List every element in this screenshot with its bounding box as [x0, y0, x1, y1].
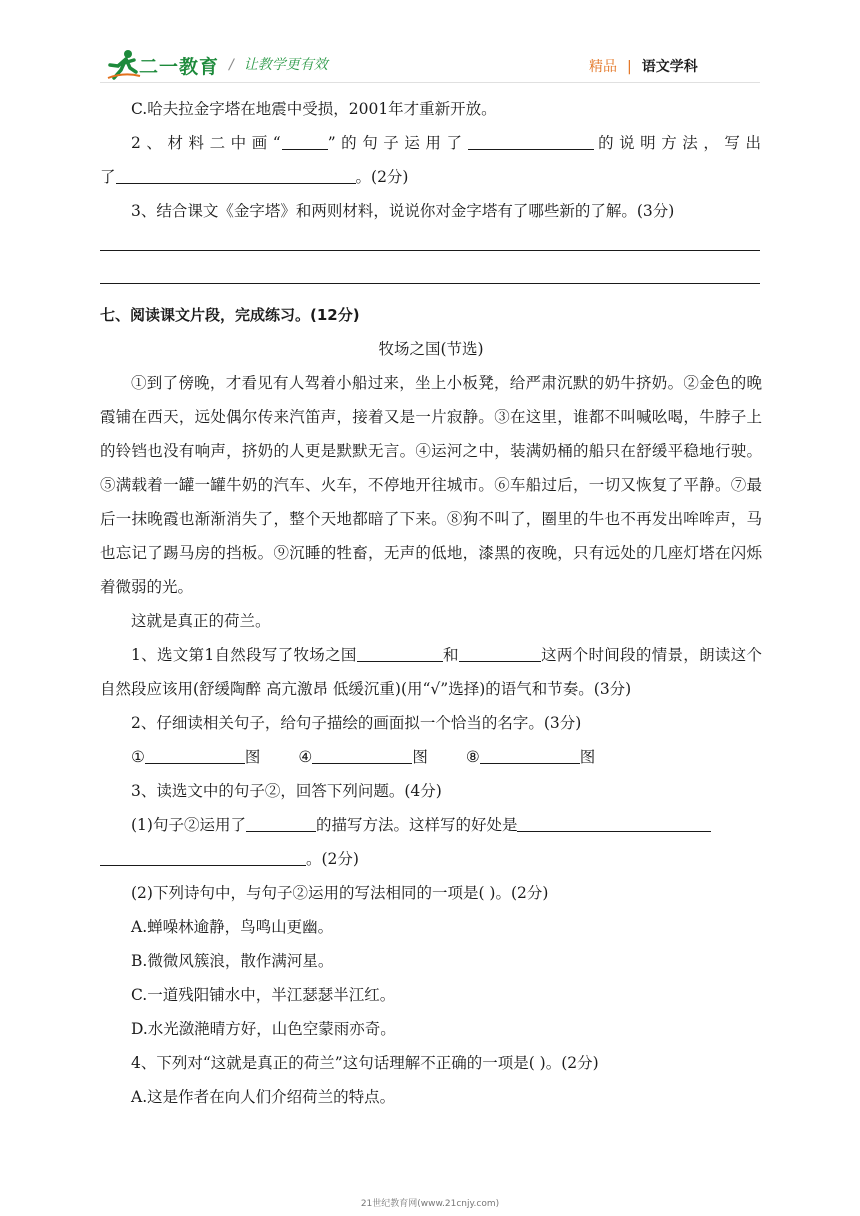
worksheet-body [100, 92, 762, 1114]
question-4-option-a: A.这是作者在向人们介绍荷兰的特点。 [131, 1088, 396, 1106]
section-7-heading: 七、阅读课文片段，完成练习。(12分) [100, 306, 360, 324]
answer-blank[interactable] [145, 745, 245, 764]
s1-text-b: 的描写方法。这样写的好处是 [315, 816, 518, 834]
picture-name-blanks [100, 740, 762, 774]
answer-blank[interactable] [312, 745, 412, 764]
s1-text-c: 。(2分) [306, 850, 359, 868]
answer-blank[interactable] [246, 813, 316, 832]
label-4: ④ [298, 748, 313, 766]
label-tu: 图 [244, 748, 261, 766]
passage-paragraph: ①到了傍晚，才看见有人驾着小船过来，坐上小板凳，给严肃沉默的奶牛挤奶。②金色的晚霞铺在西天，远处偶尔传来汽笛声，接着又是一片寂静。③在这里，谁都不叫喊吆喝，牛脖子上的铃铛也没有响声，挤奶的人更是默默无言。④运河之中，装满奶桶的船只在舒缓平稳地行驶。⑤满载着一罐一罐牛奶的汽车、火车，不停地开往城市。⑥车船过后，一切又恢复了平静。⑦最后一抹晚霞也渐渐消失了，整个天地都暗了下来。⑧狗不叫了，圈里的牛也不再发出哞哞声，马也忘记了踢马房的挡板。⑨沉睡的牲畜，无声的低地，漆黑的夜晚，只有远处的几座灯塔在闪烁着微弱的光。 [100, 374, 762, 596]
q1-text-a: 1、选文第1自然段写了牧场之国 [131, 646, 357, 664]
sub-question-1-cont [100, 842, 762, 876]
option-a: A.蝉噪林逾静，鸟鸣山更幽。 [131, 918, 334, 936]
q2-text-b: ”的句子运用了 [327, 134, 468, 152]
answer-blank[interactable] [357, 643, 443, 662]
answer-blank[interactable] [480, 745, 580, 764]
label-8: ⑧ [465, 748, 480, 766]
question-2b: 2、仔细读相关句子，给句子描绘的画面拟一个恰当的名字。(3分) [131, 714, 582, 732]
sub-question-2: (2)下列诗句中，与句子②运用的写法相同的一项是( )。(2分) [131, 884, 549, 902]
subject-tag: 语文学科 [641, 59, 698, 75]
quality-tag: 精品 [589, 59, 617, 75]
slogan-text: 让教学更有效 [243, 57, 328, 73]
label-tu: 图 [579, 748, 596, 766]
header-divider [100, 82, 760, 83]
page-header [0, 0, 860, 86]
s1-text-a: (1)句子②运用了 [131, 816, 246, 834]
answer-blank[interactable] [468, 131, 594, 150]
answer-blank[interactable] [282, 131, 328, 150]
option-c-line: C.哈夫拉金字塔在地震中受损，2001年才重新开放。 [131, 100, 497, 118]
question-4: 4、下列对“这就是真正的荷兰”这句话理解不正确的一项是( )。(2分) [131, 1054, 599, 1072]
question-2-cont [100, 160, 762, 194]
label-tu: 图 [412, 748, 428, 766]
q1-text-b: 和 [442, 646, 459, 664]
q2-text-a: 2、材料二中画“ [131, 134, 282, 152]
answer-blank[interactable] [100, 847, 306, 866]
q2-text-d: 了 [100, 168, 116, 186]
question-3: 3、结合课文《金字塔》和两则材料，说说你对金字塔有了哪些新的了解。(3分) [131, 202, 675, 220]
answer-blank[interactable] [459, 643, 541, 662]
label-1: ① [131, 748, 145, 766]
answer-blank[interactable] [116, 165, 356, 184]
q2-text-e: 。(2分) [355, 168, 409, 186]
q2-text-c: 的说明方法，写出 [593, 134, 762, 152]
page-footer: 21世纪教育网(www.21cnjy.com) [360, 1199, 500, 1209]
option-d: D.水光潋滟晴方好，山色空蒙雨亦奇。 [131, 1020, 396, 1038]
answer-blank[interactable] [517, 813, 711, 832]
question-1 [100, 638, 762, 706]
option-c: C.一道残阳铺水中，半江瑟瑟半江红。 [131, 986, 396, 1004]
passage-title: 牧场之国(节选) [378, 340, 484, 358]
sub-question-1 [100, 808, 762, 842]
question-3b: 3、读选文中的句子②，回答下列问题。(4分) [131, 782, 442, 800]
question-2 [100, 126, 762, 160]
option-b: B.微微风簇浪，散作满河星。 [131, 952, 334, 970]
header-tags: 精品 | 语文学科 [589, 59, 698, 75]
slogan: / 让教学更有效 [229, 57, 328, 73]
passage-paragraph: 这就是真正的荷兰。 [131, 612, 271, 630]
q1-text-c: 这两个时间段的情景，朗读这个自然段应该用(舒缓陶醉 高亢激昂 低缓沉重)(用“√”选择)的语气和节奏。(3分) [100, 646, 762, 698]
brand-name: 二一教育 [139, 56, 220, 78]
